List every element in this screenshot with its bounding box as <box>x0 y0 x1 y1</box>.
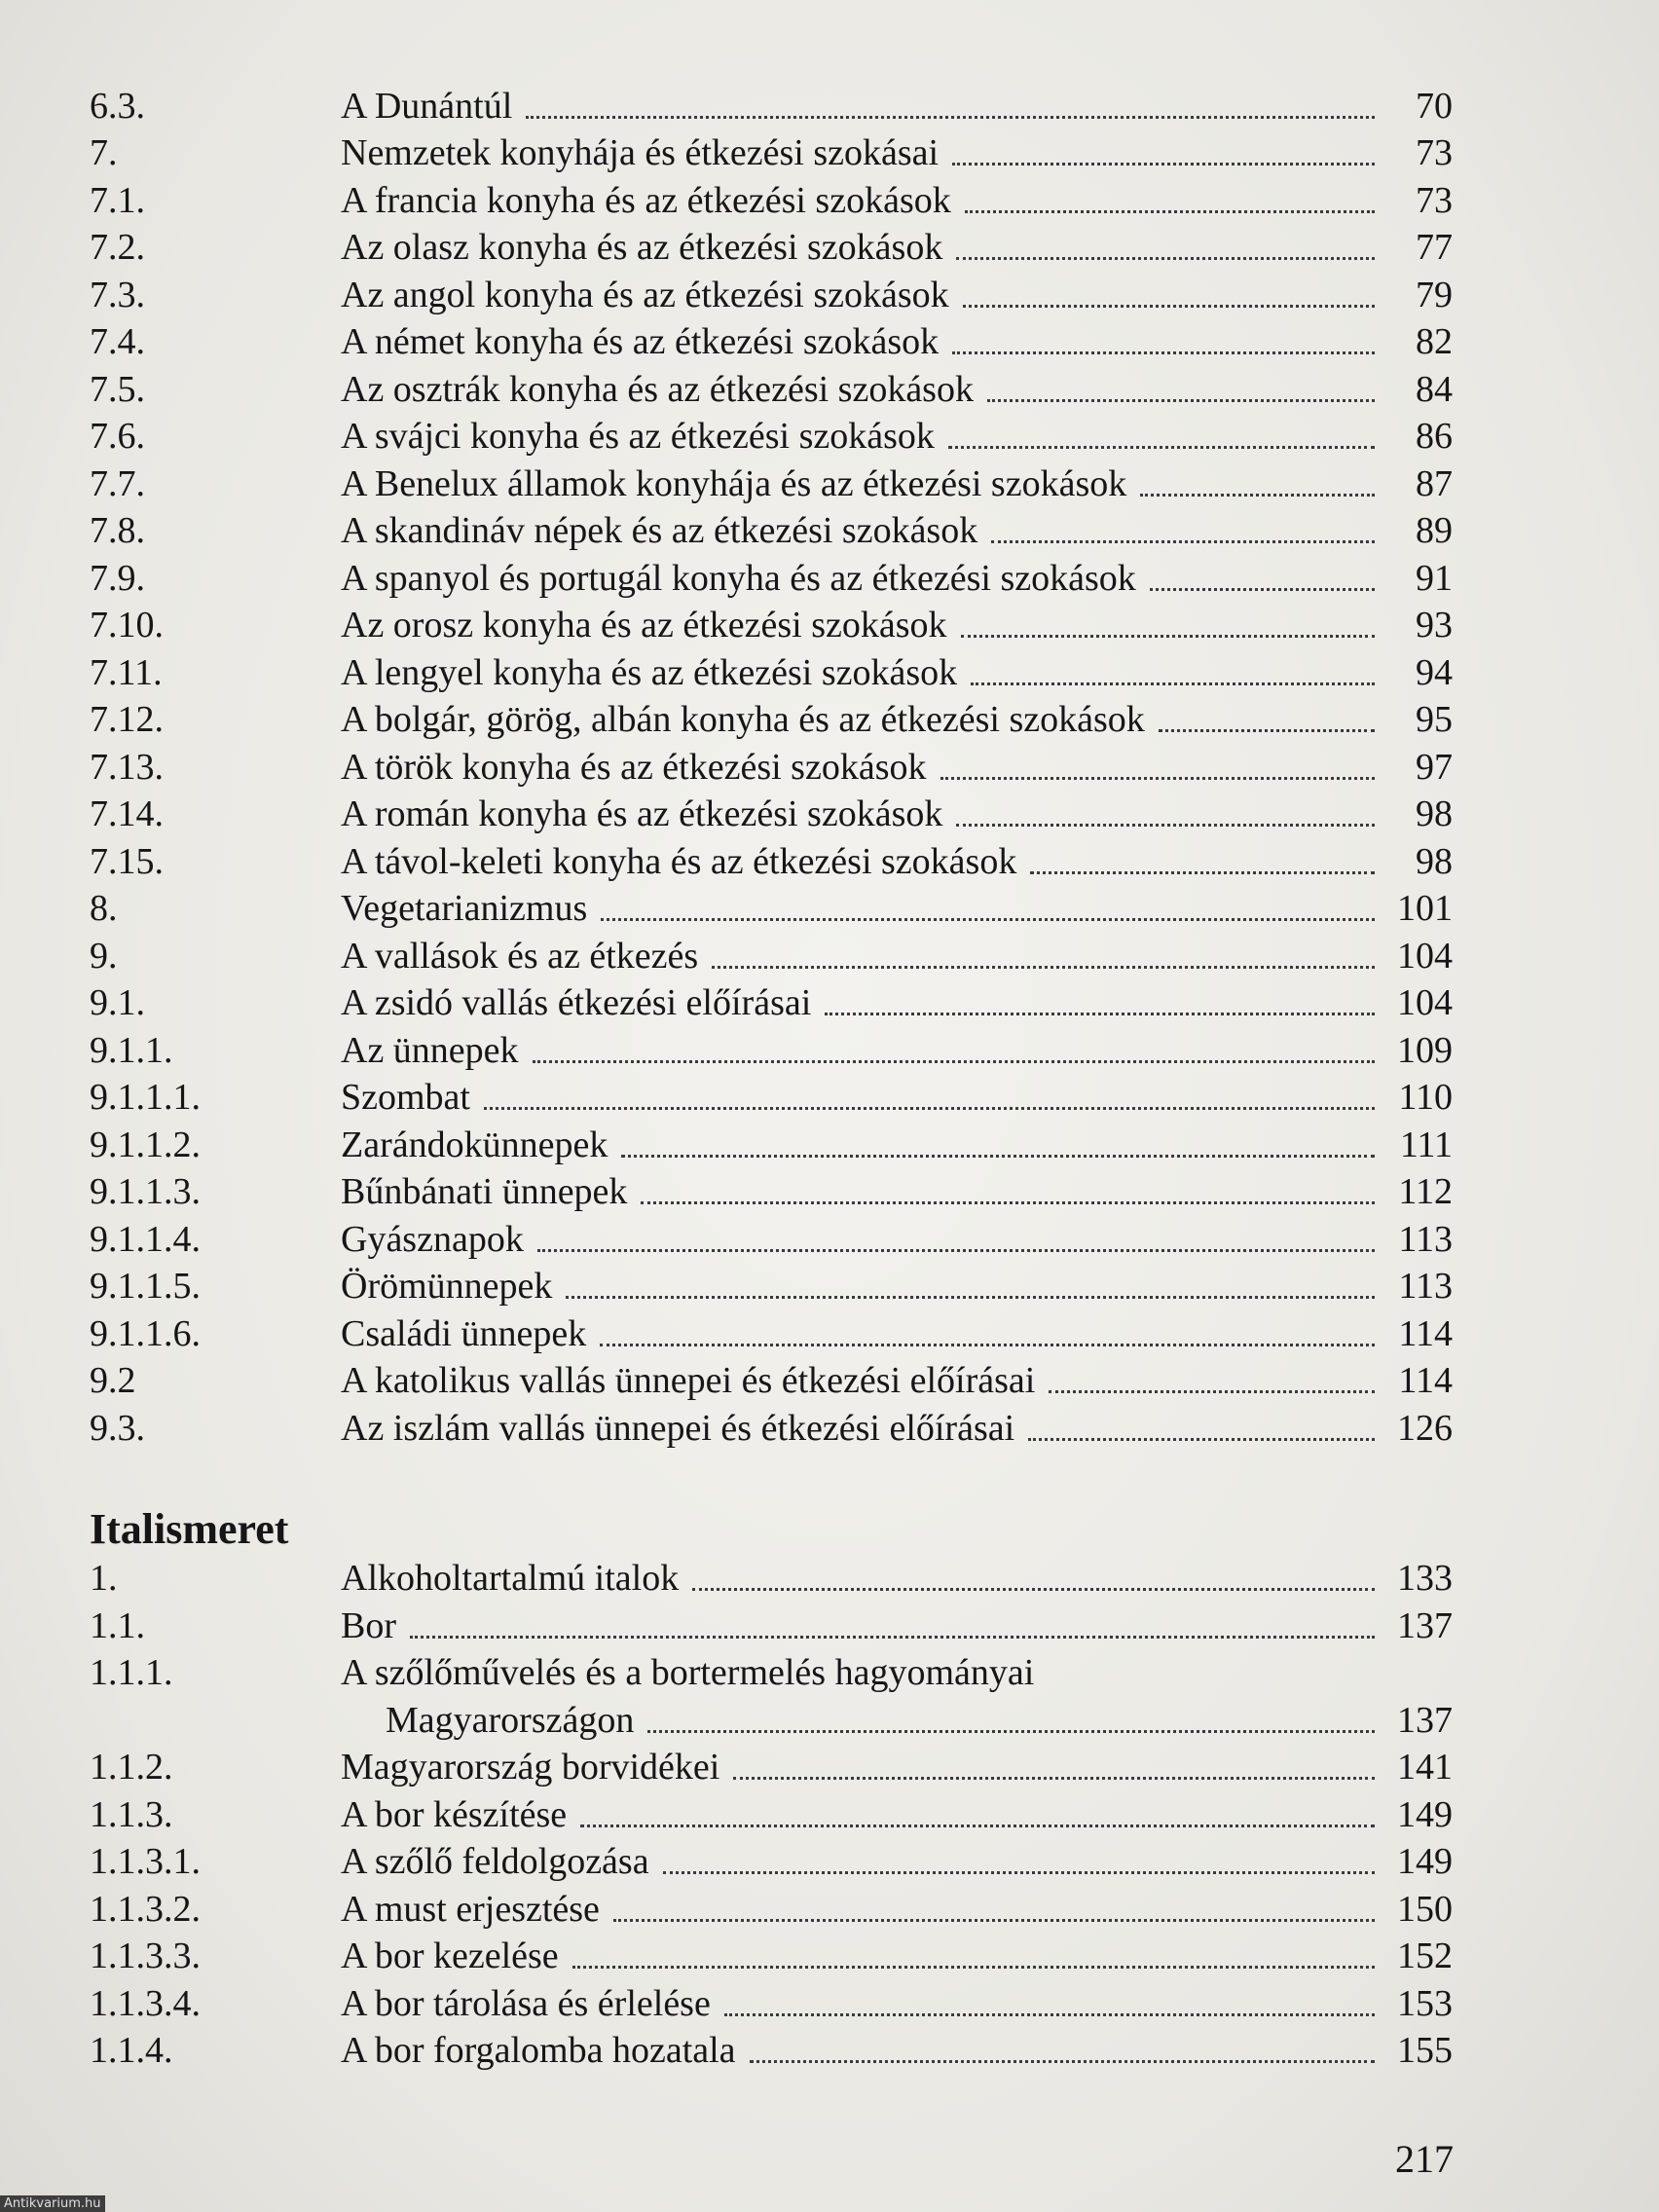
entry-page: 97 <box>1416 746 1453 788</box>
entry-title: Bor <box>341 1604 396 1646</box>
entry-title: A lengyel konyha és az étkezési szokások <box>341 651 958 693</box>
entry-page: 112 <box>1398 1171 1453 1212</box>
entry-page: 104 <box>1397 935 1453 977</box>
dot-leader <box>692 1587 1375 1591</box>
entry-number: 7.2. <box>90 227 145 268</box>
entry-title: A szőlő feldolgozása <box>341 1841 649 1882</box>
toc-entry <box>90 80 1453 128</box>
entry-number: 6.3. <box>90 85 145 127</box>
entry-title: Gyásznapok <box>341 1218 524 1260</box>
dot-leader <box>956 823 1375 827</box>
dot-leader <box>991 539 1375 543</box>
toc-section-list <box>90 1553 1453 1647</box>
toc-entry <box>90 1024 1453 1072</box>
toc-entry <box>90 1647 1453 1695</box>
entry-page: 82 <box>1416 321 1453 362</box>
toc-entry <box>90 789 1453 836</box>
entry-number: 1.1.1. <box>90 1652 173 1693</box>
dot-leader <box>987 398 1375 402</box>
entry-page: 126 <box>1397 1407 1453 1449</box>
dot-leader <box>1049 1389 1375 1393</box>
entry-number: 7.13. <box>90 746 164 788</box>
entry-page: 114 <box>1398 1360 1453 1401</box>
entry-number: 7.4. <box>90 321 145 362</box>
entry-number: 9.1.1.6. <box>90 1312 201 1354</box>
dot-leader <box>663 1870 1375 1874</box>
entry-page: 153 <box>1397 1982 1453 2024</box>
entry-number: 9.2 <box>90 1360 136 1401</box>
table-of-contents <box>90 80 1453 2072</box>
entry-page: 111 <box>1399 1124 1453 1165</box>
entry-number: 9. <box>90 935 118 977</box>
toc-entry <box>90 1788 1453 1836</box>
entry-number: 7.1. <box>90 179 145 221</box>
entry-page: 70 <box>1416 85 1453 127</box>
entry-title: Alkoholtartalmú italok <box>341 1558 680 1599</box>
entry-page: 141 <box>1397 1747 1453 1788</box>
toc-entry <box>90 694 1453 742</box>
entry-number: 7. <box>90 132 118 173</box>
entry-number: 9.1. <box>90 982 145 1023</box>
entry-number: 7.15. <box>90 840 164 882</box>
entry-number: 7.7. <box>90 462 145 504</box>
entry-number: 7.14. <box>90 793 164 834</box>
toc-entry <box>90 883 1453 931</box>
dot-leader <box>601 917 1375 921</box>
entry-number: 9.1.1.3. <box>90 1171 201 1212</box>
entry-title: A szőlőművelés és a bortermelés hagyományai <box>341 1652 1035 1693</box>
dot-leader <box>647 1729 1375 1733</box>
entry-page: 133 <box>1397 1558 1453 1599</box>
watermark: Antikvarium.hu <box>0 2195 105 2212</box>
entry-title: Az osztrák konyha és az étkezési szokások <box>341 368 974 410</box>
entry-title: A bor forgalomba hozatala <box>341 2030 736 2071</box>
toc-entry <box>90 1553 1453 1601</box>
entry-page: 150 <box>1397 1888 1453 1930</box>
entry-title: Az ünnepek <box>341 1029 519 1071</box>
toc-entry <box>90 741 1453 789</box>
toc-entry <box>90 1977 1453 2025</box>
dot-leader <box>971 682 1375 685</box>
entry-number: 9.1.1.4. <box>90 1218 201 1260</box>
toc-entry <box>90 505 1453 553</box>
entry-number: 7.5. <box>90 368 145 410</box>
entry-title: A német konyha és az étkezési szokások <box>341 321 940 362</box>
dot-leader <box>484 1106 1375 1110</box>
toc-main-list <box>90 80 1453 1450</box>
dot-leader <box>1159 728 1375 732</box>
toc-entry <box>90 1308 1453 1355</box>
entry-title: A román konyha és az étkezési szokások <box>341 793 943 834</box>
toc-entry <box>90 552 1453 600</box>
entry-page: 113 <box>1398 1218 1453 1260</box>
dot-leader <box>537 1248 1375 1252</box>
entry-title: A bolgár, görög, albán konyha és az étkezési szokások <box>341 699 1145 740</box>
entry-title: A bor tárolása és érlelése <box>341 1982 711 2024</box>
toc-entry <box>90 222 1453 270</box>
entry-title: Szombat <box>341 1077 470 1118</box>
toc-entry <box>90 363 1453 411</box>
toc-entry <box>90 1600 1453 1647</box>
entry-title: A vallások és az étkezés <box>341 935 699 977</box>
entry-title: A svájci konyha és az étkezési szokások <box>341 416 935 457</box>
entry-number: 1.1.4. <box>90 2030 173 2071</box>
entry-page: 113 <box>1398 1266 1453 1307</box>
toc-entry <box>90 411 1453 459</box>
toc-entry <box>90 1883 1453 1931</box>
dot-leader <box>733 1776 1375 1780</box>
entry-page: 155 <box>1397 2030 1453 2071</box>
entry-number: 9.1.1. <box>90 1029 173 1071</box>
entry-page: 77 <box>1416 227 1453 268</box>
entry-page: 89 <box>1416 510 1453 551</box>
entry-page: 110 <box>1398 1077 1453 1118</box>
dot-leader <box>572 1965 1375 1969</box>
dot-leader <box>1028 1437 1375 1441</box>
entry-page: 86 <box>1416 416 1453 457</box>
entry-title: Zarándokünnepek <box>341 1124 608 1165</box>
dot-leader <box>952 162 1375 166</box>
dot-leader <box>712 965 1375 969</box>
entry-page: 73 <box>1416 132 1453 173</box>
entry-title: Nemzetek konyhája és étkezési szokásai <box>341 132 940 173</box>
entry-page: 84 <box>1416 368 1453 410</box>
entry-title: A távol-keleti konyha és az étkezési szokások <box>341 840 1017 882</box>
toc-entry <box>90 1836 1453 1884</box>
toc-entry <box>90 269 1453 316</box>
entry-page: 149 <box>1397 1841 1453 1882</box>
entry-number: 1.1. <box>90 1604 145 1646</box>
dot-leader <box>1140 493 1375 497</box>
entry-page: 152 <box>1397 1936 1453 1976</box>
dot-leader <box>965 209 1375 213</box>
toc-entry <box>90 316 1453 364</box>
toc-entry <box>90 930 1453 977</box>
entry-number: 7.9. <box>90 557 145 599</box>
entry-page: 93 <box>1416 605 1453 645</box>
entry-number: 9.3. <box>90 1407 145 1449</box>
entry-page: 114 <box>1398 1312 1453 1354</box>
toc-entry <box>90 1166 1453 1214</box>
toc-entry <box>90 600 1453 647</box>
dot-leader <box>1150 587 1375 591</box>
dot-leader <box>963 304 1375 308</box>
entry-title: Az iszlám vallás ünnepei és étkezési előírásai <box>341 1407 1015 1449</box>
toc-entry <box>90 1213 1453 1261</box>
dot-leader <box>956 256 1375 260</box>
dot-leader <box>961 634 1375 638</box>
toc-entry <box>90 1402 1453 1450</box>
entry-title: A török konyha és az étkezési szokások <box>341 746 927 788</box>
dot-leader <box>825 1012 1375 1015</box>
dot-leader <box>613 1918 1375 1922</box>
entry-page: 109 <box>1397 1029 1453 1071</box>
toc-entry <box>90 646 1453 694</box>
entry-number: 1. <box>90 1558 118 1599</box>
entry-page: 94 <box>1416 651 1453 693</box>
toc-entry <box>90 835 1453 883</box>
toc-entry <box>90 1355 1453 1403</box>
entry-number: 9.1.1.1. <box>90 1077 201 1118</box>
entry-title: A must erjesztése <box>341 1888 600 1930</box>
entry-page: 98 <box>1416 793 1453 834</box>
entry-title: A katolikus vallás ünnepei és étkezési előírásai <box>341 1360 1036 1401</box>
page-number: 217 <box>1395 2137 1454 2181</box>
section-heading: Italismeret <box>90 1504 289 1553</box>
entry-number: 1.1.3. <box>90 1793 173 1835</box>
entry-title: A zsidó vallás étkezési előírásai <box>341 982 812 1023</box>
dot-leader <box>580 1824 1375 1827</box>
entry-title: Az angol konyha és az étkezési szokások <box>341 274 949 315</box>
entry-page: 91 <box>1416 557 1453 599</box>
toc-section-list <box>90 1742 1453 2073</box>
toc-entry <box>90 128 1453 175</box>
entry-title: A francia konyha és az étkezési szokások <box>341 179 951 221</box>
entry-page: 137 <box>1397 1604 1453 1646</box>
entry-number: 7.6. <box>90 416 145 457</box>
dot-leader <box>940 776 1376 780</box>
entry-title: A bor készítése <box>341 1793 568 1835</box>
dot-leader <box>641 1200 1375 1204</box>
entry-title: A bor kezelése <box>341 1936 559 1976</box>
toc-entry <box>90 174 1453 222</box>
entry-title: Családi ünnepek <box>341 1312 587 1354</box>
entry-number: 1.1.3.2. <box>90 1888 201 1930</box>
dot-leader <box>948 445 1375 449</box>
entry-title: Örömünnepek <box>341 1266 553 1307</box>
entry-number: 1.1.2. <box>90 1747 173 1788</box>
toc-entry <box>90 1742 1453 1789</box>
entry-number: 7.8. <box>90 510 145 551</box>
entry-number: 7.3. <box>90 274 145 315</box>
entry-number: 1.1.3.3. <box>90 1936 201 1976</box>
dot-leader <box>600 1343 1375 1346</box>
entry-number: 7.12. <box>90 699 164 740</box>
entry-title: Az olasz konyha és az étkezési szokások <box>341 227 943 268</box>
entry-page: 149 <box>1397 1793 1453 1835</box>
entry-title: Magyarország borvidékei <box>341 1747 720 1788</box>
entry-title: A Dunántúl <box>341 85 513 127</box>
dot-leader <box>724 2012 1375 2016</box>
entry-number: 7.10. <box>90 605 164 645</box>
entry-title: A skandináv népek és az étkezési szokások <box>341 510 978 551</box>
dot-leader <box>526 115 1375 119</box>
entry-page: 73 <box>1416 179 1453 221</box>
entry-number: 9.1.1.2. <box>90 1124 201 1165</box>
entry-title-continued: Magyarországon <box>386 1699 635 1741</box>
entry-title: A spanyol és portugál konyha és az étkezési szokások <box>341 557 1136 599</box>
entry-page: 137 <box>1397 1699 1453 1741</box>
toc-entry <box>90 458 1453 505</box>
dot-leader <box>952 350 1375 354</box>
toc-entry-continuation <box>90 1694 1453 1742</box>
entry-title: A Benelux államok konyhája és az étkezési szokások <box>341 462 1127 504</box>
entry-title: Vegetarianizmus <box>341 888 588 929</box>
entry-title: Bűnbánati ünnepek <box>341 1171 628 1212</box>
dot-leader <box>621 1154 1375 1158</box>
entry-number: 1.1.3.4. <box>90 1982 201 2024</box>
entry-page: 101 <box>1397 888 1453 929</box>
toc-entry <box>90 1261 1453 1309</box>
entry-number: 7.11. <box>90 651 163 693</box>
dot-leader <box>533 1059 1375 1063</box>
dot-leader <box>750 2059 1375 2063</box>
toc-entry <box>90 977 1453 1025</box>
entry-page: 87 <box>1416 462 1453 504</box>
entry-number: 1.1.3.1. <box>90 1841 201 1882</box>
toc-entry <box>90 1931 1453 1978</box>
entry-page: 95 <box>1416 699 1453 740</box>
dot-leader <box>410 1635 1375 1639</box>
entry-number: 9.1.1.5. <box>90 1266 201 1307</box>
dot-leader <box>1030 870 1375 874</box>
toc-entry <box>90 1072 1453 1120</box>
entry-page: 79 <box>1416 274 1453 315</box>
entry-title: Az orosz konyha és az étkezési szokások <box>341 605 947 645</box>
entry-page: 104 <box>1397 982 1453 1023</box>
entry-number: 8. <box>90 888 118 929</box>
toc-entry <box>90 2025 1453 2073</box>
dot-leader <box>566 1295 1375 1299</box>
toc-entry <box>90 1119 1453 1166</box>
entry-page: 98 <box>1416 840 1453 882</box>
